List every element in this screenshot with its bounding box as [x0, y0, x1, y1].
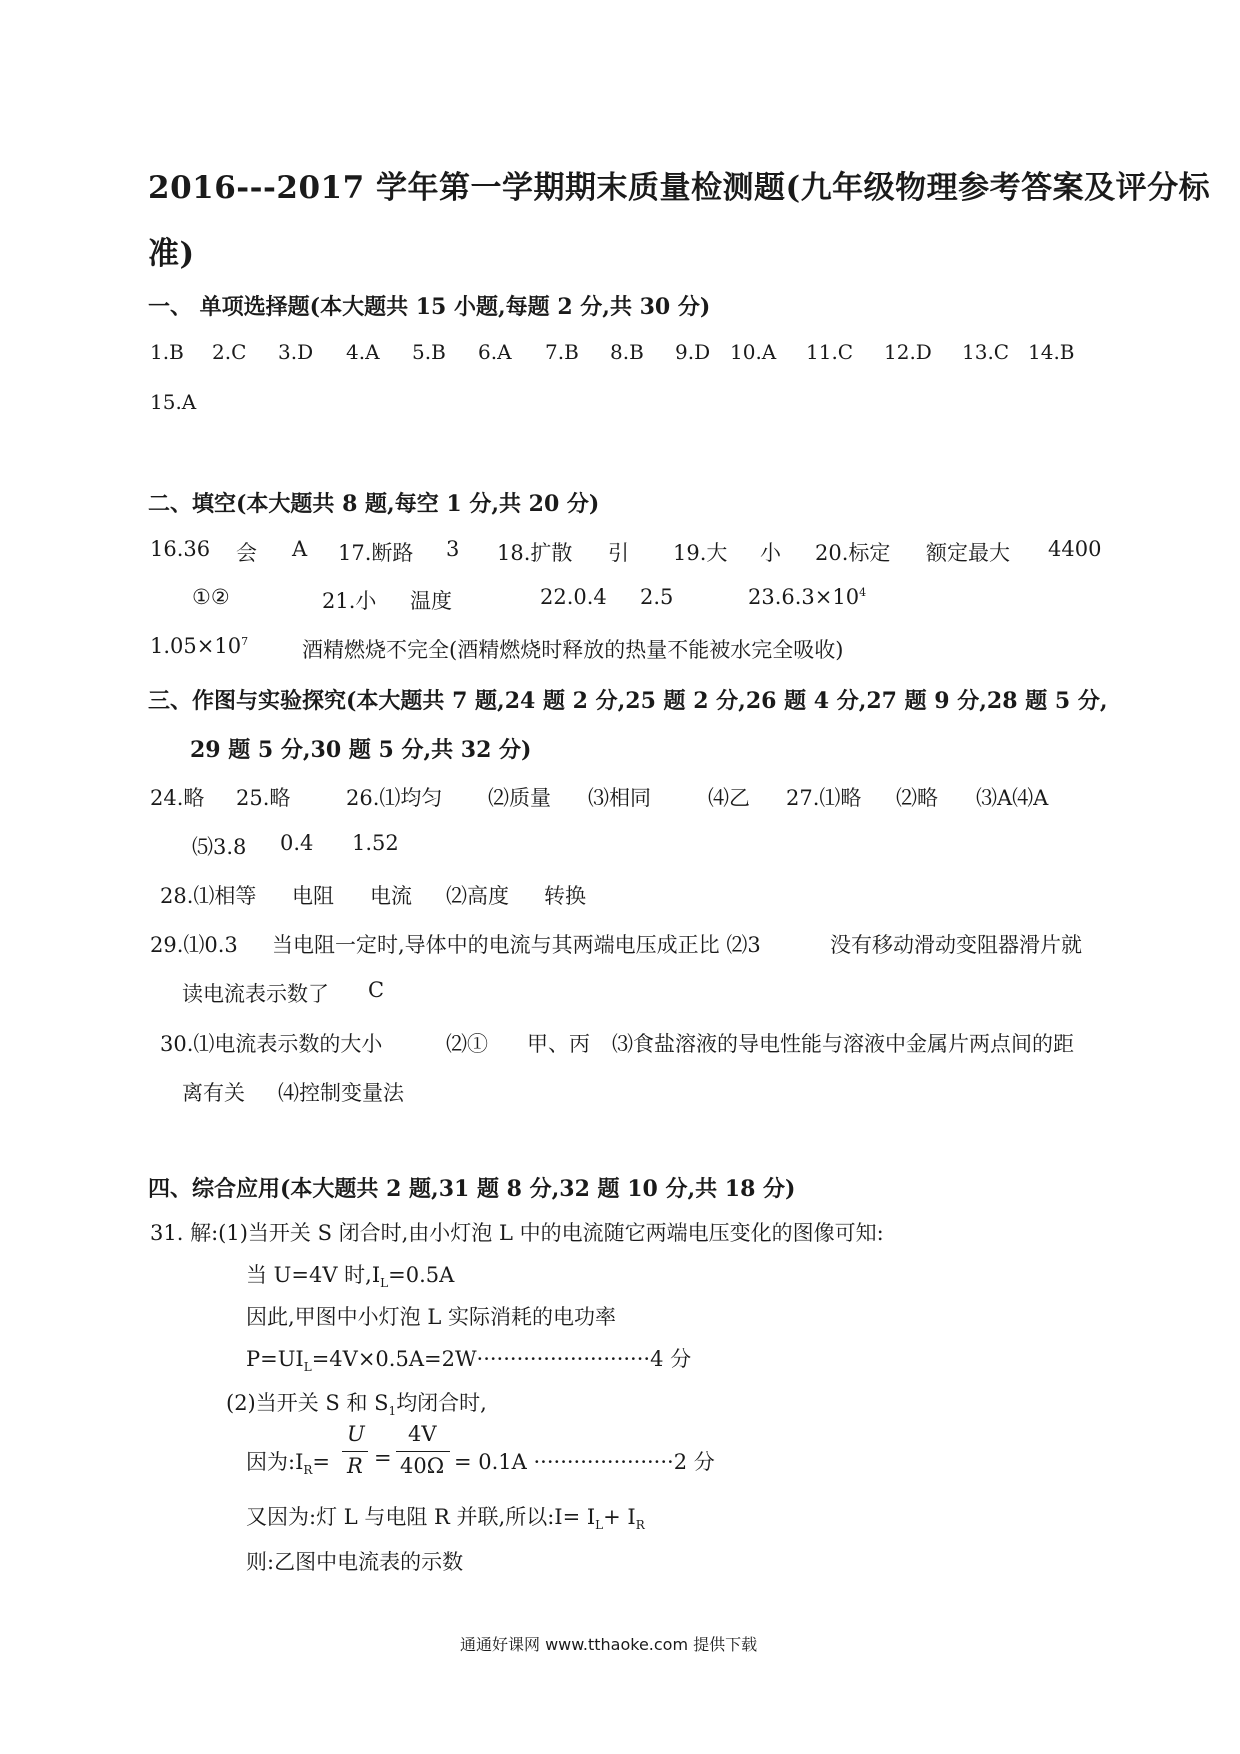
exp-answer: ⑶食盐溶液的导电性能与溶液中金属片两点间的距 — [612, 1032, 1074, 1056]
section3-heading-line2: 29 题 5 分,30 题 5 分,共 32 分) — [190, 737, 532, 763]
answer-item: 14.B — [1028, 340, 1075, 364]
page-footer: 通通好课网 www.tthaoke.com 提供下载 — [460, 1635, 758, 1654]
fraction-u-over-r — [342, 1422, 368, 1482]
exp-answer: 27.⑴略 — [786, 786, 862, 810]
answer-item: 2.C — [212, 340, 247, 364]
exp-answer: 30.⑴电流表示数的大小 — [160, 1032, 383, 1056]
answer-item: 1.B — [150, 340, 184, 364]
q31-step1: 当 U=4V 时$,I_L=0.5A$ — [246, 1263, 455, 1291]
answer-item: 11.C — [806, 340, 854, 364]
exp-answer: ⑵① — [446, 1032, 488, 1056]
fill-answer: 18.扩散 — [497, 541, 573, 565]
exp-answer: C — [368, 978, 385, 1002]
formula-lead: 因为$:I_R=$ — [246, 1450, 331, 1478]
exp-answer: ⑷乙 — [708, 786, 750, 810]
fill-answer: 额定最大 — [926, 541, 1010, 565]
fill-answer: 3 — [446, 537, 460, 561]
exp-answer: 0.4 — [280, 831, 314, 855]
exp-answer: 电流 — [370, 884, 412, 908]
answer-item: 9.D — [675, 340, 711, 364]
fraction-numerator: 4V — [408, 1422, 437, 1446]
exp-answer: 28.⑴相等 — [160, 884, 257, 908]
fraction-bar — [396, 1451, 450, 1452]
q31-step3: $P=UI_L=4V\times 0.5A=2W\cdot\cdot\cdot\cdot\cdot\cdot\cdot\cdot\cdot\cdot\cdot\cdot\cdot\cdot\cdot\cdot\cdot\cdot\cdot\cdot\cdot\cdot\cdot\cdot\cdot\cdot 4$ 分 — [246, 1347, 692, 1375]
fill-answer: 小 — [760, 541, 781, 565]
fill-answer: 16.36 — [150, 537, 211, 561]
exp-answer: 26.⑴均匀 — [346, 786, 443, 810]
q31-intro: 31. 解:(1)当开关 S 闭合时,由小灯泡 L 中的电流随它两端电压变化的图像可知: — [150, 1221, 884, 1245]
fill-answer: 19.大 — [673, 541, 728, 565]
exp-answer: 甲、丙 — [527, 1032, 590, 1056]
fraction-bar — [342, 1451, 368, 1452]
fill-answer: $1.05\times 10^7$ — [150, 634, 249, 658]
exp-answer: 24.略 — [150, 786, 205, 810]
answer-item: 5.B — [412, 340, 446, 364]
fill-answer: 17.断路 — [338, 541, 414, 565]
exp-answer: ⑷控制变量法 — [278, 1081, 404, 1105]
answer-item: 8.B — [610, 340, 644, 364]
exp-answer: ⑶相同 — [588, 786, 651, 810]
q31-then: 则:乙图中电流表的示数 — [246, 1550, 464, 1574]
exp-answer: ⑶A⑷A — [976, 786, 1049, 810]
fill-answer: 21.小 — [322, 589, 377, 613]
fraction-4v-over-40ohm — [396, 1422, 450, 1482]
exp-answer: 读电流表示数了 — [182, 982, 329, 1006]
doc-title-line2: 准) — [148, 236, 195, 272]
fraction-denominator: 40Ω — [400, 1454, 445, 1478]
answer-item: 13.C — [962, 340, 1010, 364]
exp-answer: 1.52 — [352, 831, 399, 855]
fill-answer: ①② — [192, 585, 230, 609]
fill-answer: $23.6.3\times 10^4$ — [748, 585, 867, 609]
fill-answer: 20.标定 — [815, 541, 891, 565]
exp-answer: 25.略 — [236, 786, 291, 810]
fill-answer: 会 — [236, 541, 257, 565]
fraction-denominator: R — [347, 1454, 363, 1478]
answer-item: 12.D — [884, 340, 932, 364]
exp-answer: ⑵质量 — [488, 786, 551, 810]
doc-title-line1: 2016---2017 学年第一学期期末质量检测题(九年级物理参考答案及评分标 — [148, 170, 1211, 206]
fill-answer: 2.5 — [640, 585, 674, 609]
fraction-numerator: U — [347, 1422, 365, 1446]
fill-answer: 酒精燃烧不完全(酒精燃烧时释放的热量不能被水完全吸收) — [302, 638, 844, 662]
exp-answer: ⑵略 — [896, 786, 938, 810]
exp-answer: 离有关 — [182, 1081, 245, 1105]
answer-item: 7.B — [545, 340, 579, 364]
fill-answer: 引 — [608, 541, 629, 565]
exp-answer: 没有移动滑动变阻器滑片就 — [830, 933, 1082, 957]
answer-item: 3.D — [278, 340, 314, 364]
exp-answer: ⑸3.8 — [192, 835, 247, 859]
exp-answer: ⑵高度 — [446, 884, 509, 908]
fill-answer: A — [292, 537, 308, 561]
exp-answer: 当电阻一定时,导体中的电流与其两端电压成正比 ⑵3 — [272, 933, 761, 957]
formula-result: = 0.1A ·····················2 分 — [454, 1450, 715, 1474]
answer-item: 15.A — [150, 390, 197, 414]
exp-answer: 电阻 — [292, 884, 334, 908]
section1-heading: 一、 单项选择题(本大题共 15 小题,每题 2 分,共 30 分) — [148, 294, 711, 320]
section2-heading: 二、填空(本大题共 8 题,每空 1 分,共 20 分) — [148, 491, 600, 517]
fill-answer: 4400 — [1048, 537, 1102, 561]
formula-equals: = — [374, 1446, 392, 1470]
exp-answer: 转换 — [544, 884, 586, 908]
answer-item: 6.A — [478, 340, 512, 364]
q31-parallel: 又因为:灯 L 与电阻 R 并联,所以:I= $I_L+ I_R$ — [246, 1505, 645, 1533]
answer-item: 10.A — [730, 340, 777, 364]
section4-heading: 四、综合应用(本大题共 2 题,31 题 8 分,32 题 10 分,共 18 分) — [148, 1176, 796, 1202]
answer-item: 4.A — [346, 340, 380, 364]
exp-answer: 29.⑴0.3 — [150, 933, 238, 957]
q31-step2: 因此,甲图中小灯泡 L 实际消耗的电功率 — [246, 1305, 616, 1329]
section3-heading-line1: 三、作图与实验探究(本大题共 7 题,24 题 2 分,25 题 2 分,26 题 4 分,27 题 9 分,28 题 5 分, — [148, 688, 1108, 714]
fill-answer: 温度 — [410, 589, 452, 613]
fill-answer: 22.0.4 — [540, 585, 607, 609]
q31-part2: (2)当开关 S 和 $S_1$均闭合时, — [226, 1391, 487, 1419]
